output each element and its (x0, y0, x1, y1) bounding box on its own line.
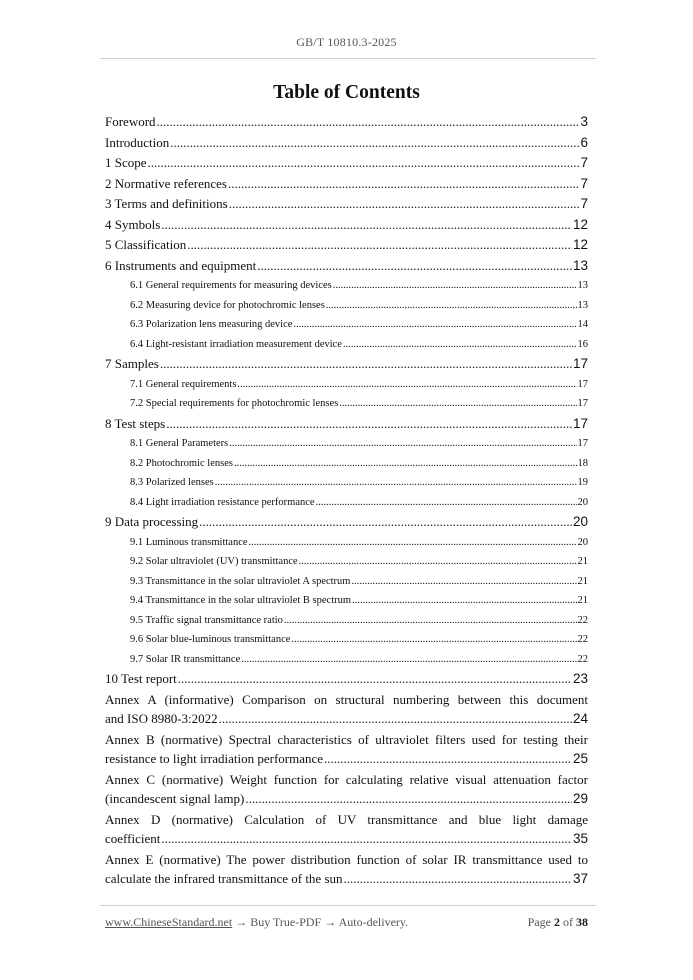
footer-site-link[interactable]: www.ChineseStandard.net (105, 915, 233, 929)
toc-leader-dots (229, 434, 576, 454)
page-title: Table of Contents (273, 82, 420, 103)
toc-entry-page: 6 (580, 134, 588, 150)
toc-entry-page: 13 (577, 280, 588, 291)
toc-entry-label: 8.1 General Parameters (130, 438, 229, 449)
toc-leader-dots (170, 133, 579, 154)
toc-entry-page: 22 (577, 614, 588, 626)
toc-subentry[interactable] (105, 296, 588, 316)
toc-leader-dots (326, 296, 577, 316)
toc-entry-page: 17 (572, 415, 588, 431)
page-footer (105, 915, 588, 930)
toc-entry-label: Foreword (105, 114, 156, 129)
toc-entry-page: 7 (580, 155, 588, 170)
toc-entry[interactable] (105, 235, 588, 256)
toc-leader-dots (161, 215, 572, 236)
toc-leader-dots (148, 153, 580, 174)
toc-leader-dots (157, 112, 580, 133)
toc-entry[interactable] (105, 153, 588, 174)
toc-entry[interactable] (105, 256, 588, 277)
toc-entry-page: 35 (572, 831, 588, 846)
toc-leader-dots (316, 493, 577, 513)
toc-subentry[interactable] (105, 493, 588, 513)
footer-buy-text: Buy True-PDF (250, 915, 322, 929)
annex-title-line2-text: and ISO 8980-3:2022 (105, 711, 218, 726)
table-of-contents (105, 112, 588, 890)
toc-leader-dots (293, 315, 576, 335)
toc-annex-entry[interactable] (105, 810, 588, 850)
toc-leader-dots (215, 473, 577, 493)
toc-entry-page: 21 (577, 595, 588, 606)
toc-entry-label: 4 Symbols (105, 216, 161, 232)
toc-entry-page: 20 (577, 496, 588, 508)
toc-subentry[interactable] (105, 394, 588, 414)
toc-subentry[interactable] (105, 572, 588, 592)
annex-title-line1: Annex A (informative) Comparison on structural numbering between this document (105, 691, 588, 707)
toc-entry-page: 22 (577, 653, 588, 665)
annex-title-line2 (105, 829, 588, 850)
page-number (528, 915, 588, 930)
toc-subentry[interactable] (105, 650, 588, 670)
toc-entry-label: 6.3 Polarization lens measuring device (130, 319, 293, 330)
toc-entry[interactable] (105, 133, 588, 154)
toc-entry-label: 10 Test report (105, 671, 177, 686)
toc-entry-label: 9.1 Luminous transmittance (130, 536, 248, 548)
toc-entry-page: 17 (577, 438, 588, 449)
toc-entry-label: 8.3 Polarized lenses (130, 477, 214, 488)
toc-leader-dots (219, 709, 572, 729)
toc-leader-dots (284, 611, 577, 631)
toc-subentry[interactable] (105, 335, 588, 355)
toc-entry-page: 18 (577, 457, 588, 469)
toc-subentry[interactable] (105, 434, 588, 454)
arrow-icon: → (235, 915, 248, 929)
toc-leader-dots (187, 235, 572, 256)
toc-entry-page: 20 (577, 536, 588, 548)
toc-annex-entry[interactable] (105, 850, 588, 890)
toc-entry-page: 17 (577, 398, 588, 409)
toc-entry-page: 37 (572, 871, 588, 886)
annex-title-line2-text: resistance to light irradiation performance (105, 751, 324, 766)
footer-left (105, 915, 408, 930)
toc-entry-label: 9 Data processing (105, 514, 199, 529)
toc-entry-label: 2 Normative references (105, 175, 227, 191)
toc-entry[interactable] (105, 414, 588, 435)
page-total: 38 (576, 915, 588, 929)
toc-entry-label: 9.4 Transmittance in the solar ultraviolet B spectrum (130, 595, 352, 606)
toc-entries (105, 112, 588, 690)
annex-title-line1: Annex B (normative) Spectral characteristics of ultraviolet filters used for testing their (105, 731, 588, 747)
toc-annex-entry[interactable] (105, 770, 588, 810)
toc-subentry[interactable] (105, 552, 588, 572)
annex-title-line1: Annex D (normative) Calculation of UV transmittance and blue light damage (105, 811, 588, 827)
toc-entry-label: 6.2 Measuring device for photochromic lenses (130, 299, 325, 311)
annex-title-line2-text: (incandescent signal lamp) (105, 791, 245, 806)
toc-entry-page: 12 (572, 216, 588, 232)
toc-entry-label: 7.1 General requirements (130, 378, 237, 390)
toc-entry-label: 9.3 Transmittance in the solar ultraviolet A spectrum (130, 575, 351, 587)
toc-leader-dots (245, 789, 572, 809)
toc-entry-page: 24 (572, 711, 588, 726)
toc-entry-page: 7 (580, 175, 588, 191)
page-word: Page (527, 915, 551, 929)
annex-title-line2 (105, 789, 588, 810)
toc-annex-entry[interactable] (105, 730, 588, 770)
toc-leader-dots (234, 454, 577, 474)
toc-entry-label: 8.4 Light irradiation resistance performance (130, 496, 315, 508)
toc-entry-label: 3 Terms and definitions (105, 196, 228, 211)
toc-leader-dots (257, 256, 572, 277)
toc-entry-page: 22 (577, 634, 588, 645)
toc-entry-page: 19 (577, 477, 588, 488)
toc-entry[interactable] (105, 512, 588, 533)
toc-leader-dots (249, 533, 577, 553)
toc-entry-label: 9.6 Solar blue-luminous transmittance (130, 634, 291, 645)
toc-subentry[interactable] (105, 591, 588, 611)
annex-entries (105, 690, 588, 890)
page-of: of (563, 915, 573, 929)
arrow-icon: → (324, 915, 337, 929)
toc-annex-entry[interactable] (105, 690, 588, 730)
annex-title-line2 (105, 749, 588, 770)
toc-entry-label: 6 Instruments and equipment (105, 257, 257, 273)
toc-entry-page: 21 (577, 575, 588, 587)
toc-leader-dots (299, 552, 577, 572)
toc-entry-page: 12 (572, 237, 588, 252)
header-divider (100, 58, 596, 59)
toc-subentry[interactable] (105, 454, 588, 474)
toc-entry-page: 23 (572, 671, 588, 686)
toc-entry-label: 8.2 Photochromic lenses (130, 457, 233, 469)
toc-subentry[interactable] (105, 630, 588, 650)
toc-subentry[interactable] (105, 611, 588, 631)
toc-leader-dots (343, 335, 577, 355)
footer-divider (100, 905, 596, 906)
annex-title-line2-text: calculate the infrared transmittance of the sun (105, 871, 343, 886)
toc-entry-page: 16 (577, 338, 588, 350)
toc-entry-page: 3 (580, 114, 588, 129)
toc-entry-label: 7 Samples (105, 356, 159, 371)
toc-leader-dots (333, 276, 577, 296)
toc-leader-dots (161, 829, 572, 849)
toc-subentry[interactable] (105, 533, 588, 553)
toc-subentry[interactable] (105, 276, 588, 296)
toc-leader-dots (160, 354, 572, 375)
footer-delivery-text: Auto-delivery. (338, 915, 409, 929)
toc-leader-dots (344, 869, 572, 889)
toc-entry-page: 17 (572, 356, 588, 371)
toc-entry[interactable] (105, 669, 588, 690)
toc-entry-page: 13 (577, 299, 588, 311)
toc-entry-page: 21 (577, 556, 588, 567)
annex-title-line1: Annex C (normative) Weight function for calculating relative visual attenuation factor (105, 771, 588, 787)
standard-code: GB/T 10810.3-2025 (296, 35, 397, 49)
toc-leader-dots (166, 414, 572, 435)
toc-leader-dots (324, 749, 572, 769)
toc-entry[interactable] (105, 112, 588, 133)
toc-entry-page: 13 (572, 257, 588, 273)
toc-leader-dots (228, 174, 579, 195)
annex-title-line2 (105, 709, 588, 730)
toc-entry-label: 7.2 Special requirements for photochromic lenses (130, 398, 339, 409)
toc-entry-label: 9.5 Traffic signal transmittance ratio (130, 614, 283, 626)
toc-leader-dots (339, 394, 576, 414)
toc-entry-label: 5 Classification (105, 237, 187, 252)
toc-leader-dots (178, 669, 572, 690)
toc-entry-label: 6.1 General requirements for measuring devices (130, 280, 332, 291)
toc-leader-dots (241, 650, 576, 670)
annex-title-line2 (105, 869, 588, 890)
toc-leader-dots (229, 194, 580, 215)
toc-entry-label: 6.4 Light-resistant irradiation measurement device (130, 338, 342, 350)
toc-entry-label: 9.2 Solar ultraviolet (UV) transmittance (130, 556, 298, 567)
toc-entry-page: 14 (577, 319, 588, 330)
toc-leader-dots (352, 591, 576, 611)
toc-subentry[interactable] (105, 315, 588, 335)
page-header (0, 35, 693, 50)
toc-entry-label: Introduction (105, 134, 170, 150)
toc-entry[interactable] (105, 194, 588, 215)
toc-subentry[interactable] (105, 473, 588, 493)
toc-leader-dots (199, 512, 572, 533)
toc-leader-dots (237, 375, 576, 395)
toc-entry-page: 25 (572, 751, 588, 766)
toc-entry-page: 20 (572, 514, 588, 529)
annex-title-line2-text: coefficient (105, 831, 161, 846)
toc-leader-dots (291, 630, 576, 650)
toc-entry-page: 7 (580, 196, 588, 211)
toc-entry-page: 29 (572, 791, 588, 806)
toc-entry-label: 9.7 Solar IR transmittance (130, 653, 241, 665)
toc-entry[interactable] (105, 174, 588, 195)
toc-subentry[interactable] (105, 375, 588, 395)
toc-entry-page: 17 (577, 378, 588, 390)
toc-entry-label: 1 Scope (105, 155, 147, 170)
toc-entry[interactable] (105, 354, 588, 375)
page-current: 2 (554, 915, 560, 929)
toc-entry[interactable] (105, 215, 588, 236)
annex-title-line1: Annex E (normative) The power distribution function of solar IR transmittance used to (105, 851, 588, 867)
toc-leader-dots (351, 572, 576, 592)
toc-entry-label: 8 Test steps (105, 415, 166, 431)
